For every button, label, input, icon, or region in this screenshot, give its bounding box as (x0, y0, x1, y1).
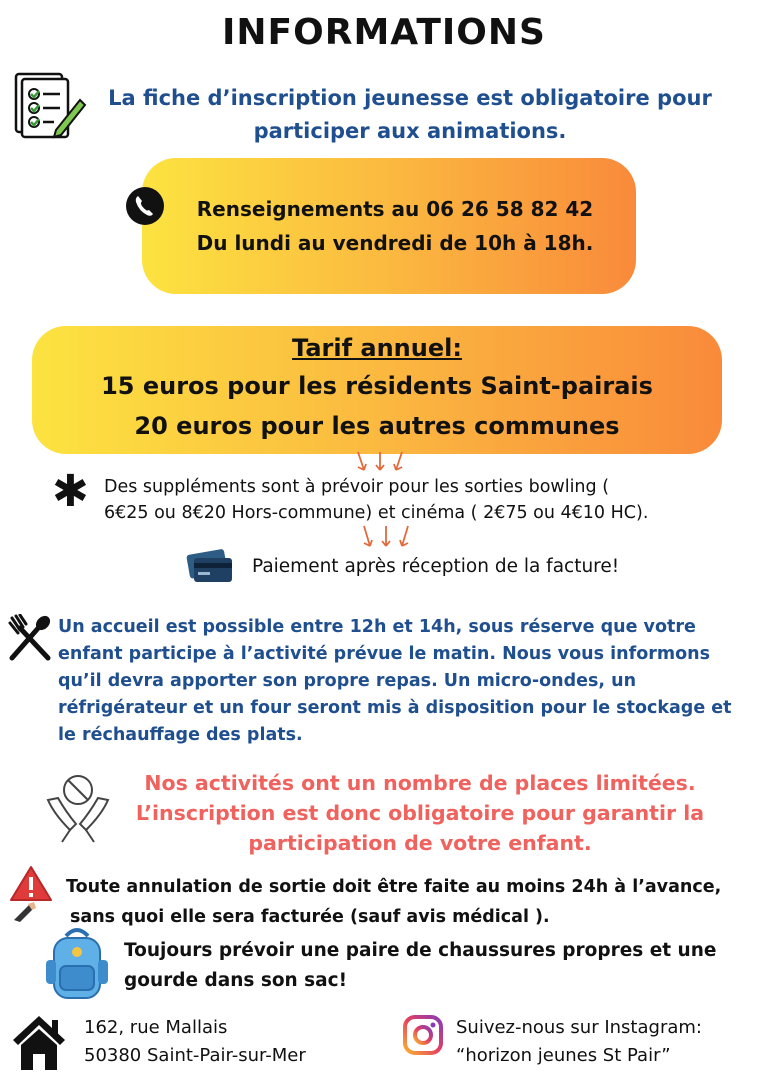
checklist-icon (12, 70, 88, 142)
tarif-resident: 15 euros pour les résidents Saint-pairais (101, 372, 653, 400)
home-icon (10, 1012, 68, 1074)
backpack-icon (44, 926, 110, 1002)
tarif-other: 20 euros pour les autres communes (134, 412, 620, 440)
page-title: INFORMATIONS (222, 12, 546, 53)
instagram-text: Suivez-nous sur Instagram: “horizon jeunes St Pair” (456, 1017, 702, 1066)
payment-text: Paiement après réception de la facture! (252, 556, 620, 577)
contact-text: Renseignements au 06 26 58 82 42 Du lundi au vendredi de 10h à 18h. (196, 197, 594, 255)
asterisk-icon: ✱ (52, 466, 89, 517)
shoes-text: Toujours prévoir une paire de chaussures propres et une gourde dans son sac! (124, 940, 717, 991)
lunch-text: Un accueil est possible entre 12h et 14h, sous réserve que votre enfant participe à l’activité prévue le matin. Nous vous informons qu’il devra apporter son propre repas. Un micro-ondes, un réfrigérateur et un four seront mis à disposition pour le stockage et le réchauffage des plats. (58, 617, 732, 745)
warning-icon (8, 864, 54, 922)
address: 162, rue Mallais 50380 Saint-Pair-sur-Mer (84, 1017, 306, 1066)
arrows-icon (350, 450, 410, 474)
credit-card-icon (186, 546, 236, 586)
phone-icon (125, 186, 165, 226)
instagram-icon[interactable] (402, 1014, 444, 1056)
arrows-icon (356, 524, 416, 550)
tarif-heading: Tarif annuel: (292, 334, 462, 362)
intro-text: La fiche d’inscription jeunesse est obligatoire pour participer aux animations. (108, 86, 712, 143)
cancellation-text: Toute annulation de sortie doit être faite au moins 24h à l’avance, sans quoi elle sera facturée (sauf avis médical ). (66, 877, 722, 927)
limited-places-text: Nos activités ont un nombre de places limitées. L’inscription est donc obligatoire pour garantir la participation de votre enfant. (135, 771, 705, 855)
supplements-text: Des suppléments sont à prévoir pour les sorties bowling ( 6€25 ou 8€20 Hors-commune) et cinéma ( 2€75 ou 4€10 HC). (104, 477, 649, 523)
no-touch-icon (40, 770, 116, 846)
fork-spoon-icon (6, 614, 54, 664)
